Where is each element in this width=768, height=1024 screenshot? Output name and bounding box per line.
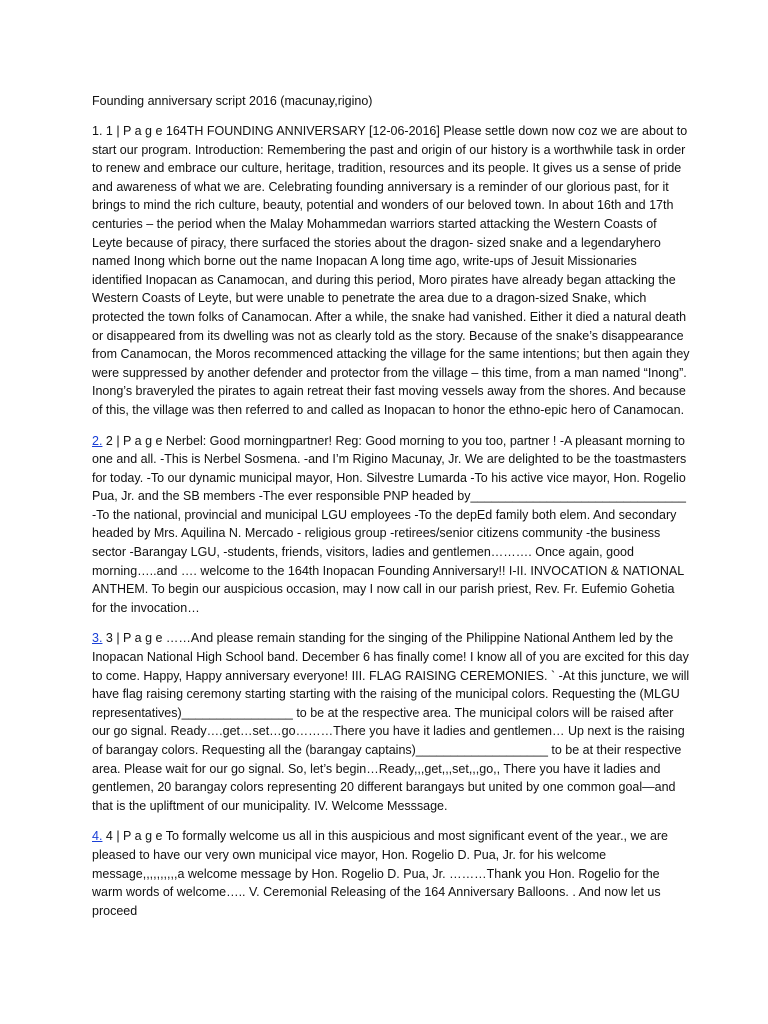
document-title: Founding anniversary script 2016 (macunay,rigino) (92, 94, 373, 108)
page-4-link[interactable]: 4. (92, 829, 103, 844)
page-2-link[interactable]: 2. (92, 433, 103, 448)
page-2-paragraph (92, 432, 690, 618)
page-4-paragraph (92, 827, 690, 920)
page-4-text: 4 | P a g e To formally welcome us all in this auspicious and most significant event of the year., we are pleased to have our very own municipal vice mayor, Hon. Rogelio D. Pua, Jr. for his welcome message,,,,,,,,,,a welcome message by Hon. Rogelio D. Pua, Jr. ………Thank you Hon. Rogelio for the warm words of welcome….. V. Ceremonial Releasing of the 164 Anniversary Balloons. . And now let us proceed (92, 829, 669, 918)
page-2-text: 2 | P a g e Nerbel: Good morningpartner! Reg: Good morning to you too, partner ! -A pleasant morning to one and all. -This is Nerbel Sosmena. -and I’m Rigino Macunay, Jr. We are delighted to be the toastmasters for today. -To our dynamic municipal mayor, Hon. Silvestre Lumarda -To his active vice mayor, Hon. Rogelio Pua, Jr. and the SB members -The ever responsible PNP headed by_______________________________ -To the national, provincial and municipal LGU employees -To the depEd family both elem. And secondary headed by Mrs. Aquilina N. Mercado - religious group -retirees/senior citizens community -the business sector -Barangay LGU, -students, friends, visitors, ladies and gentlemen………. Once again, good morning…..and …. welcome to the 164th Inopacan Founding Anniversary!! I-II. INVOCATION & NATIONAL ANTHEM. To begin our auspicious occasion, may I now call in our parish priest, Rev. Fr. Eufemio Gohetia for the invocation… (92, 433, 687, 615)
page-3-paragraph (92, 629, 690, 815)
page-3-link[interactable]: 3. (92, 631, 103, 646)
page-3-text: 3 | P a g e ……And please remain standing for the singing of the Philippine National Anthem led by the Inopacan National High School band. December 6 has finally come! I know all of you are excited for this day to come. Happy, Happy anniversary everyone! III. FLAG RAISING CEREMONIES. ` -At this juncture, we will have flag raising ceremony starting starting with the raising of the municipal colors. Requesting the (MLGU representatives)________________ to be at the respective area. The municipal colors will be raised after our go signal. Ready….get…set…go………There you have it ladies and gentlemen… Up next is the raising of barangay colors. Requesting all the (barangay captains)___________________ to be at their respective area. Please wait for our go signal. So, let’s begin…Ready,,,get,,,set,,,go,, There you have it ladies and gentlemen, 20 barangay colors representing 20 different barangays but united by one common goal—and that is the upliftment of our municipality. IV. Welcome Messsage. (92, 631, 690, 813)
page-1-text: 1. 1 | P a g e 164TH FOUNDING ANNIVERSARY [12-06-2016] Please settle down now coz we are about to start our program. Introduction: Remembering the past and origin of our history is a worthwhile task in order to renew and embrace our culture, heritage, tradition, resources and its people. It gives us a sense of pride and awareness of what we are. Celebrating founding anniversary is a reminder of our glorious past, for it brings to mind the rich culture, beauty, potential and wonders of our beloved town. In about 16th and 17th centuries – the period when the Malay Mohammedan warriors started attacking the Western Coasts of Leyte because of piracy, there surfaced the stories about the dragon- sized snake and a legendaryhero named Inong which borne out the name Inopacan A long time ago, write-ups of Jesuit Missionaries identified Inopacan as Canamocan, and during this period, Moro pirates have already began attacking the Western Coasts of Leyte, but were unable to penetrate the area due to a dragon-sized Snake, which protected the town folks of Canamocan. After a while, the snake had vanished. Either it died a natural death or disappeared from its dwelling was not as clearly told as the story. Because of the snake’s disappearance from Canamocan, the Moros recommenced attacking the village for the same intentions; but then again they were suppressed by another defender and protector from the village – this time, from a man named “Inong”. Inong’s braveryled the pirates to again retreat their fast moving vessels away from the shores. And because of this, the village was then referred to and called as Inopacan to honor the ethno-epic hero of Canamocan. (92, 124, 690, 417)
page-1-paragraph (92, 122, 690, 420)
